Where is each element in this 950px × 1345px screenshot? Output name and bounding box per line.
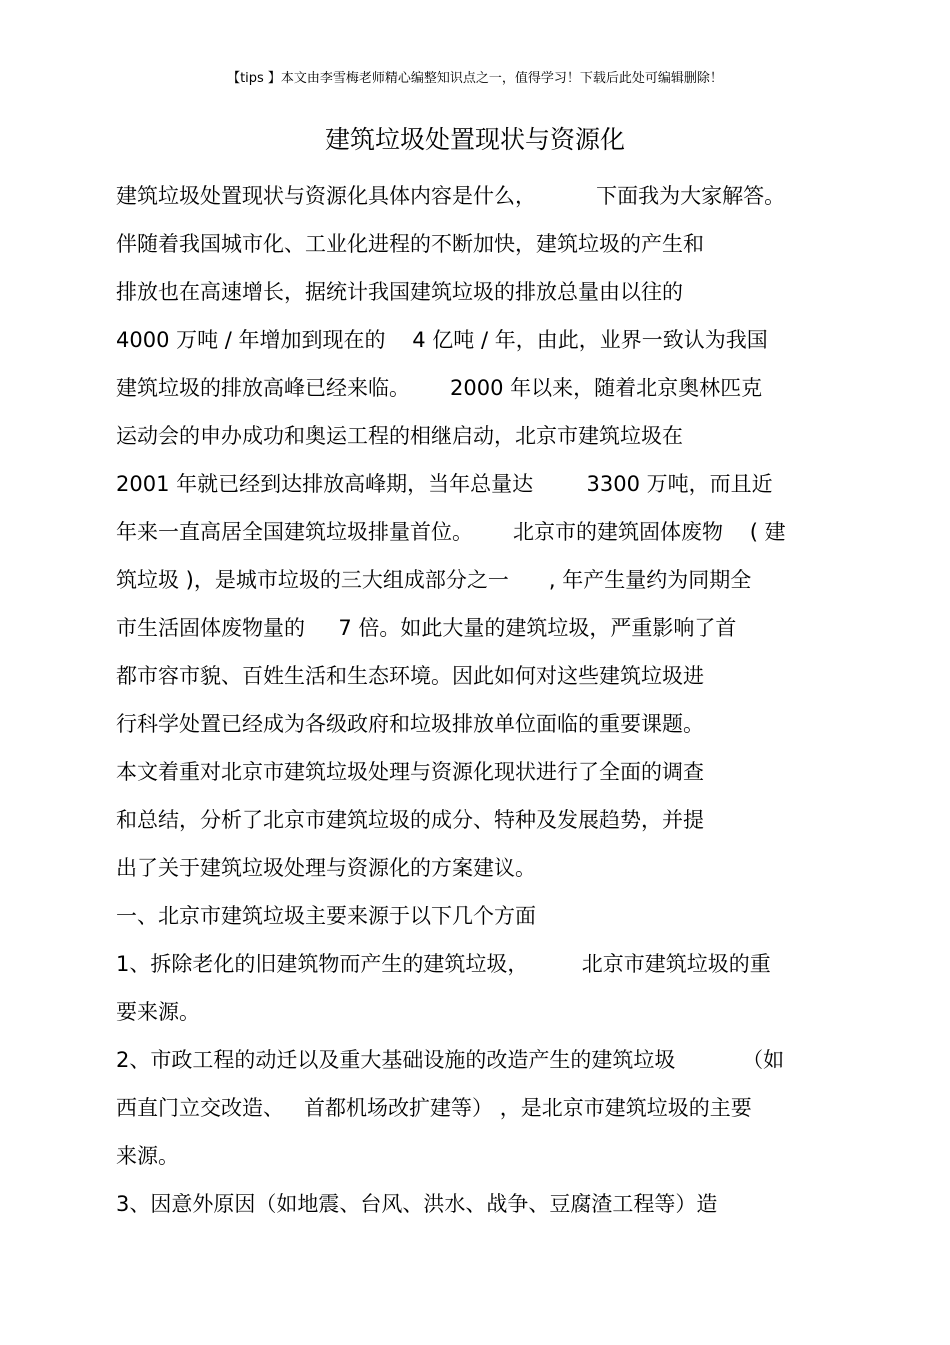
text-line: 本文着重对北京市建筑垃圾处理与资源化现状进行了全面的调查	[116, 760, 704, 784]
header-note: 【tips 】本文由李雪梅老师精心编整知识点之一，值得学习！下载后此处可编辑删除！	[227, 71, 723, 86]
text-line: 建筑垃圾的排放高峰已经来临。 2000 年以来，随着北京奥林匹克	[116, 376, 763, 400]
text-line: 市生活固体废物量的 7 倍。如此大量的建筑垃圾，严重影响了首	[116, 616, 737, 640]
text-line: 筑垃圾 )，是城市垃圾的三大组成部分之一 , 年产生量约为同期全	[116, 568, 752, 592]
text-line: 年来一直高居全国建筑垃圾排量首位。 北京市的建筑固体废物 ( 建	[116, 520, 786, 544]
text-line: 建筑垃圾处置现状与资源化具体内容是什么， 下面我为大家解答。	[116, 184, 786, 208]
text-line: 西直门立交改造、 首都机场改扩建等） ，是北京市建筑垃圾的主要	[116, 1096, 752, 1120]
text-line: 4000 万吨 / 年增加到现在的 4 亿吨 / 年，由此，业界一致认为我国	[116, 328, 768, 352]
text-line: 伴随着我国城市化、工业化进程的不断加快，建筑垃圾的产生和	[116, 232, 704, 256]
text-line: 和总结，分析了北京市建筑垃圾的成分、特种及发展趋势，并提	[116, 808, 704, 832]
text-line: 要来源。	[116, 1000, 200, 1024]
text-line: 运动会的申办成功和奥运工程的相继启动，北京市建筑垃圾在	[116, 424, 683, 448]
text-line: 排放也在高速增长，据统计我国建筑垃圾的排放总量由以往的	[116, 280, 683, 304]
document-title: 建筑垃圾处置现状与资源化	[324, 125, 625, 154]
list-item: 2、市政工程的动迁以及重大基础设施的改造产生的建筑垃圾 （如	[116, 1048, 785, 1072]
text-line: 出了关于建筑垃圾处理与资源化的方案建议。	[116, 856, 536, 880]
text-line: 都市容市貌、百姓生活和生态环境。因此如何对这些建筑垃圾进	[116, 664, 704, 688]
list-item: 3、因意外原因（如地震、台风、洪水、战争、豆腐渣工程等）造	[116, 1192, 718, 1216]
section-heading: 一、北京市建筑垃圾主要来源于以下几个方面	[116, 904, 536, 928]
list-item: 1、拆除老化的旧建筑物而产生的建筑垃圾， 北京市建筑垃圾的重	[116, 952, 771, 976]
text-line: 行科学处置已经成为各级政府和垃圾排放单位面临的重要课题。	[116, 712, 704, 736]
text-line: 来源。	[116, 1144, 179, 1168]
text-line: 2001 年就已经到达排放高峰期，当年总量达 3300 万吨，而且近	[116, 472, 773, 496]
